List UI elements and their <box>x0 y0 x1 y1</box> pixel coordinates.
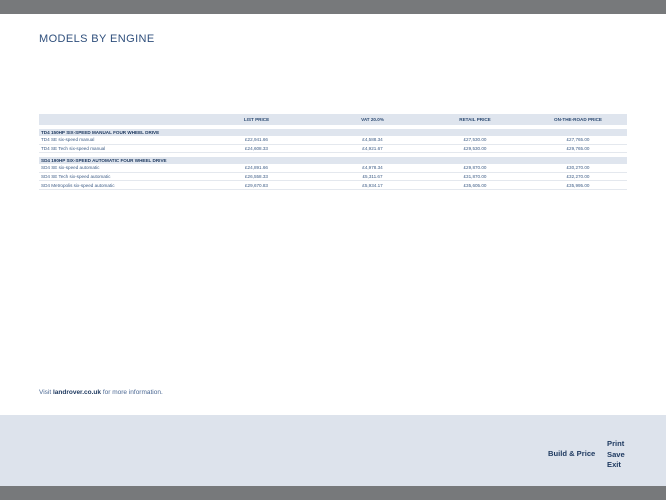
column-header-retail-price: RETAIL PRICE <box>421 114 529 125</box>
table-row <box>39 164 627 172</box>
table-row <box>39 136 627 144</box>
column-header-otr-price: ON-THE-ROAD PRICE <box>529 114 627 125</box>
footer-note-prefix: Visit <box>39 389 53 396</box>
otr-price: £27,765.00 <box>529 136 627 144</box>
footer-actions <box>607 439 625 471</box>
column-header-vat: VAT 20.0% <box>324 114 421 125</box>
price-table <box>39 114 627 190</box>
retail-price: £29,530.00 <box>421 144 529 153</box>
footer-note <box>39 389 163 396</box>
retail-price: £35,605.00 <box>421 181 529 190</box>
exit-button[interactable]: Exit <box>607 460 621 469</box>
brochure-page <box>0 14 666 415</box>
retail-price: £27,530.00 <box>421 136 529 144</box>
list-price: £24,891.66 <box>189 164 324 172</box>
vat: £4,588.34 <box>324 136 421 144</box>
table-row <box>39 144 627 153</box>
model-name: SD4 SE six-speed automatic <box>39 164 189 172</box>
model-name: TD4 SE Tech six-speed manual <box>39 144 189 153</box>
vat: £5,311.67 <box>324 172 421 181</box>
retail-price: £29,870.00 <box>421 164 529 172</box>
otr-price: £32,270.00 <box>529 172 627 181</box>
column-header-model <box>39 114 189 125</box>
otr-price: £30,270.00 <box>529 164 627 172</box>
top-frame-bar <box>0 0 666 14</box>
bottom-frame-bar <box>0 486 666 500</box>
retail-price: £31,870.00 <box>421 172 529 181</box>
engine-group-header <box>39 157 627 164</box>
website-link[interactable]: landrover.co.uk <box>52 389 102 396</box>
engine-group-title: SD4 190HP SIX-SPEED AUTOMATIC FOUR WHEEL DRIVE <box>39 157 627 164</box>
page-title: MODELS BY ENGINE <box>39 33 155 45</box>
print-button[interactable]: Print <box>607 439 625 448</box>
list-price: £24,608.33 <box>189 144 324 153</box>
vat: £5,934.17 <box>324 181 421 190</box>
build-and-price-button[interactable]: Build & Price <box>548 449 596 458</box>
footer-note-suffix: for more information. <box>101 389 163 396</box>
model-name: SD4 Metropolis six-speed automatic <box>39 181 189 190</box>
vat: £4,978.34 <box>324 164 421 172</box>
vat: £4,921.67 <box>324 144 421 153</box>
table-row <box>39 181 627 190</box>
engine-group-title: TD4 150HP SIX-SPEED MANUAL FOUR WHEEL DRIVE <box>39 129 627 136</box>
engine-group-header <box>39 129 627 136</box>
save-button[interactable]: Save <box>607 449 625 459</box>
table-header-row <box>39 114 627 125</box>
column-header-list-price: LIST PRICE <box>189 114 324 125</box>
otr-price: £35,995.00 <box>529 181 627 190</box>
list-price: £29,670.83 <box>189 181 324 190</box>
list-price: £26,558.33 <box>189 172 324 181</box>
footer-bar <box>0 415 666 486</box>
model-name: TD4 SE six-speed manual <box>39 136 189 144</box>
list-price: £22,941.66 <box>189 136 324 144</box>
table-row <box>39 172 627 181</box>
model-name: SD4 SE Tech six-speed automatic <box>39 172 189 181</box>
otr-price: £29,765.00 <box>529 144 627 153</box>
